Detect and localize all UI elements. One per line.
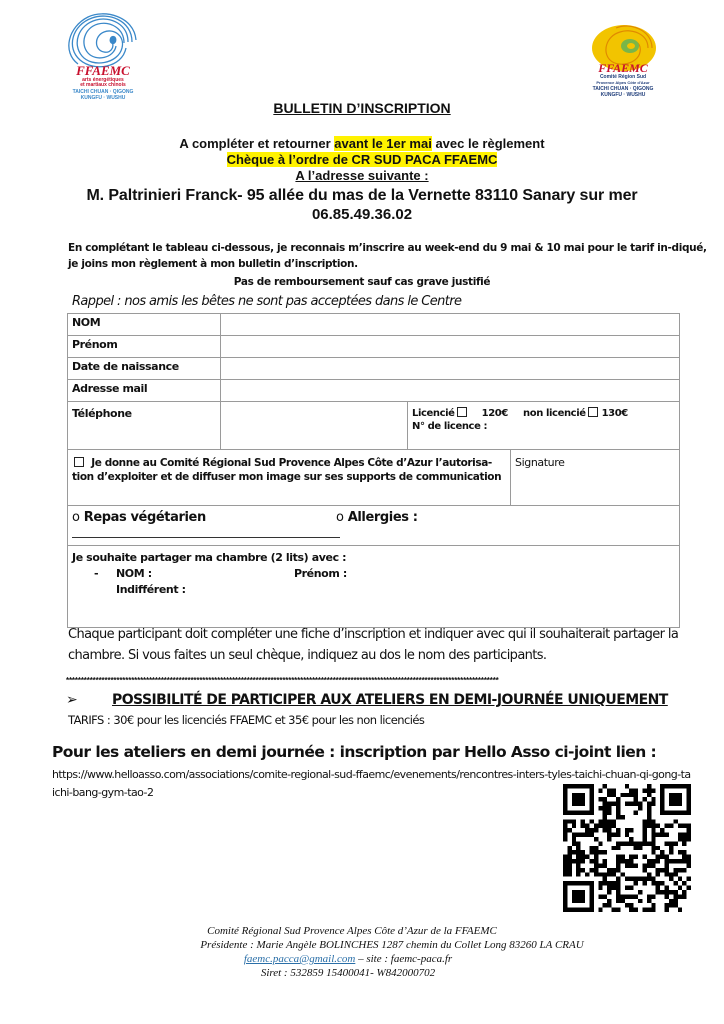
registration-form [67,313,680,628]
input-adresse-mail[interactable] [221,380,680,402]
licence-cell [408,402,680,450]
logo-name: FFAEMC [598,61,648,75]
cheque-highlight: Chèque à l’ordre de CR SUD PACA FFAEMC [226,152,498,167]
room-share-question: Je souhaite partager ma chambre (2 lits) avec : [72,551,347,564]
vegetarian-option[interactable] [72,510,206,525]
image-consent-text: Je donne au Comité Régional Sud Provence Alpes Côte d’Azur l’autorisa-tion d’exploiter et de diffuser mon image sur ses supports de communication [72,457,502,483]
separator-line: ************************************************************************************************************************************************** [66,676,499,685]
room-share-cell [68,546,680,628]
signature-field[interactable] [511,450,680,506]
helloasso-heading: Pour les ateliers en demi journée : inscription par Hello Asso ci-joint lien : [52,743,657,761]
non-licencie-label: non licencié [523,408,586,419]
vegetarian-label: Repas végétarien [83,510,206,525]
room-indifferent-field[interactable]: Indifférent : [116,583,186,596]
half-day-title: POSSIBILITÉ DE PARTICIPER AUX ATELIERS EN DEMI-JOURNÉE UNIQUEMENT [112,692,668,708]
half-day-tarifs: TARIFS : 30€ pour les licenciés FFAEMC et 35€ pour les non licenciés [68,713,425,727]
input-telephone[interactable] [221,402,408,450]
participant-note: Chaque participant doit compléter une fiche d’inscription et indiquer avec qui il souhaiterait partager la chambre. Si vous faites un seul chèque, indiquez au dos le nom des participants. [68,627,679,663]
instruction-text: A compléter et retourner [179,136,335,151]
logo-caption: TAICHI CHUAN · QIGONG [72,89,134,95]
non-licencie-price: 130€ [601,408,628,419]
allergies-line[interactable] [72,537,340,538]
image-consent-cell [68,450,511,506]
contact-phone: 06.85.49.36.02 [311,206,413,223]
input-date-naissance[interactable] [221,358,680,380]
image-consent-checkbox[interactable] [74,457,84,467]
qr-finder-pattern [563,881,594,912]
logo-name: FFAEMC [76,63,130,78]
pets-reminder: Rappel : nos amis les bêtes ne sont pas acceptées dans le Centre [72,294,462,309]
footer-committee: Comité Régional Sud Provence Alpes Côte d’Azur de la FFAEMC [207,925,497,937]
label-prenom: Prénom [68,336,221,358]
vegetarian-radio[interactable]: o [72,510,80,525]
address-label: A l’adresse suivante : [295,168,429,183]
instruction-text: avec le règlement [431,136,545,151]
allergies-option[interactable] [336,510,418,525]
footer-president: Présidente : Marie Angèle BOLINCHES 1287 chemin du Collet Long 83260 LA CRAU [200,939,584,951]
intro-paragraph: En complétant le tableau ci-dessous, je reconnais m’inscrire au week-end du 9 mai & 10 mai pour le tarif in-diqué, je joins mon règlement à mon bulletin d’inscription. [68,242,707,270]
allergies-label: Allergies : [347,510,418,525]
logo-caption: et martiaux chinois [80,82,126,88]
footer-site: – site : faemc-paca.fr [355,953,453,965]
label-date-naissance: Date de naissance [68,358,221,380]
footer-siret: Siret : 532859 15400041- W842000702 [260,967,436,979]
page-title: BULLETIN D’INSCRIPTION [273,100,451,116]
room-nom-field[interactable]: NOM : [116,567,152,580]
arrow-bullet-icon: ➢ [66,692,78,708]
meal-options-cell [68,506,680,546]
label-nom: NOM [68,314,221,336]
cheque-line [0,152,724,167]
label-adresse-mail: Adresse mail [68,380,221,402]
logo-caption: KUNGFU · WUSHU [80,95,126,101]
input-nom[interactable] [221,314,680,336]
postal-address: M. Paltrinieri Franck- 95 allée du mas de la Vernette 83110 Sanary sur mer [86,187,638,204]
refund-policy: Pas de remboursement sauf cas grave justifié [233,276,491,288]
logo-caption: Provence Alpes Côte d'Azur [596,80,650,85]
licencie-label: Licencié [412,408,455,419]
logo-caption: KUNGFU · WUSHU [600,92,646,98]
signature-label: Signature [515,456,565,469]
logo-caption: Comité Région Sud [599,74,647,80]
licencie-price: 120€ [481,408,508,419]
label-telephone: Téléphone [68,402,221,450]
non-licencie-checkbox[interactable] [588,407,598,417]
half-day-heading [66,692,668,708]
logo-caption: TAICHI CHUAN · QIGONG [592,86,654,92]
instruction-line [0,136,724,151]
licencie-checkbox[interactable] [457,407,467,417]
licence-number-label: N° de licence : [412,421,488,432]
ffaemc-logo-right [580,24,666,100]
qr-finder-pattern [563,784,594,815]
logo-caption: arts énergétiques [82,77,124,83]
qr-finder-pattern [660,784,691,815]
input-prenom[interactable] [221,336,680,358]
ffaemc-logo-left [58,12,148,104]
footer-contact [0,953,710,967]
deadline-highlight: avant le 1er mai [334,136,432,151]
qr-code-icon[interactable] [563,784,691,912]
room-prenom-field[interactable]: Prénom : [294,567,347,580]
footer-email-link[interactable]: faemc.pacca@gmail.com [243,953,356,965]
room-dash: - [94,567,99,580]
helloasso-link[interactable]: https://www.helloasso.com/associations/comite-regional-sud-ffaemc/evenements/rencontres-inters-tyles-taichi-chuan-qi-gong-taichi-bang-gym-tao-2 [52,768,691,799]
allergies-radio[interactable]: o [336,510,344,525]
